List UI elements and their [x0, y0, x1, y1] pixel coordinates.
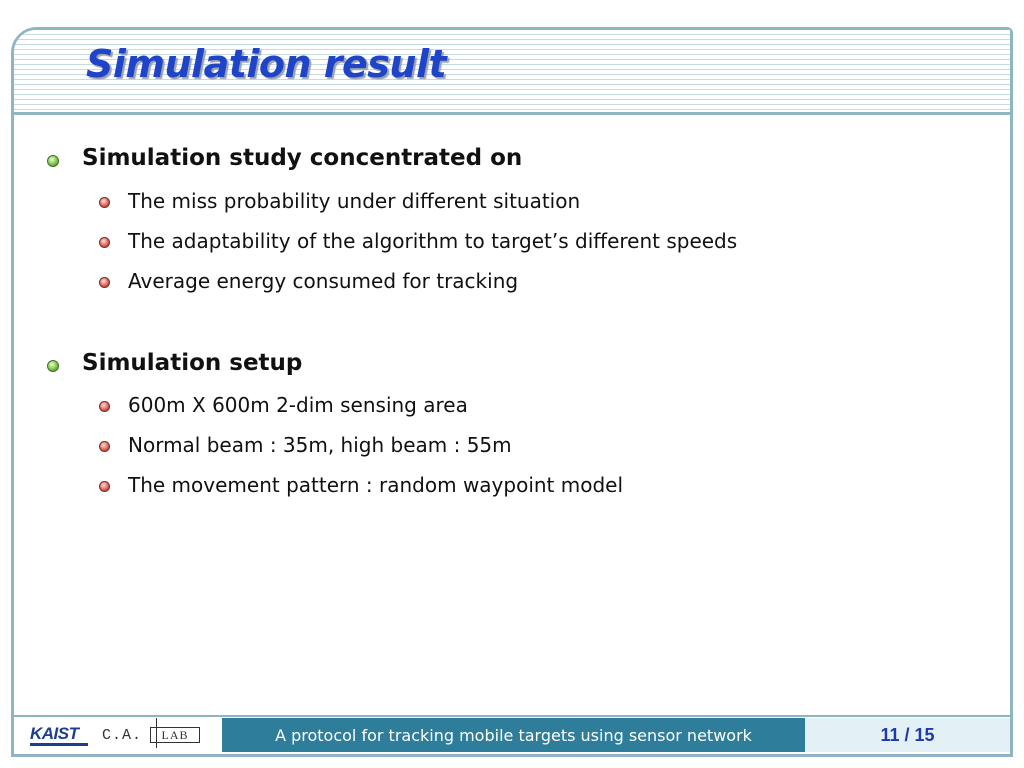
kaist-logo-underline	[30, 743, 88, 746]
slide-title: Simulation result	[86, 42, 447, 86]
green-bullet-icon	[47, 155, 59, 167]
bullet-item: The movement pattern : random waypoint model	[128, 473, 624, 497]
calab-logo-text: C.A.	[102, 727, 143, 744]
red-bullet-icon	[99, 441, 110, 452]
page-total: 15	[914, 725, 935, 745]
red-bullet-icon	[99, 401, 110, 412]
bullet-item: Normal beam : 35m, high beam : 55m	[128, 433, 512, 457]
bullet-item: 600m X 600m 2-dim sensing area	[128, 393, 468, 417]
section-heading-setup: Simulation setup	[82, 350, 303, 376]
bullet-item: The miss probability under different situation	[128, 189, 581, 213]
slide-frame	[11, 27, 1013, 757]
calab-logo-lab: LAB	[150, 727, 200, 743]
red-bullet-icon	[99, 277, 110, 288]
page-current: 11	[880, 725, 900, 745]
bullet-item: The adaptability of the algorithm to target’s different speeds	[128, 229, 738, 253]
section-heading-study: Simulation study concentrated on	[82, 145, 523, 171]
page-number	[805, 718, 1010, 752]
red-bullet-icon	[99, 237, 110, 248]
red-bullet-icon	[99, 481, 110, 492]
footer-caption: A protocol for tracking mobile targets using sensor network	[222, 718, 805, 752]
green-bullet-icon	[47, 360, 59, 372]
page-separator: /	[904, 725, 910, 745]
red-bullet-icon	[99, 197, 110, 208]
bullet-item: Average energy consumed for tracking	[128, 269, 519, 293]
kaist-logo: KAIST	[30, 724, 79, 743]
